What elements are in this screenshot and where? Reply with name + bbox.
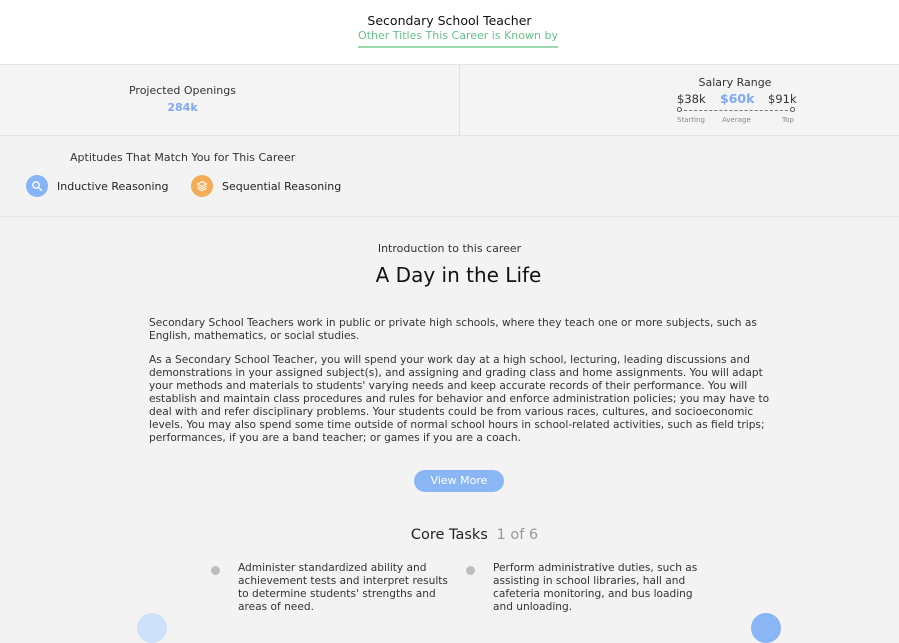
- view-more-button[interactable]: View More: [414, 470, 504, 492]
- salary-top-value: $91k: [768, 92, 797, 106]
- layers-icon: [191, 175, 213, 197]
- next-task-button[interactable]: [751, 613, 781, 643]
- projected-openings-label: Projected Openings: [128, 84, 236, 97]
- aptitudes-section: [0, 137, 899, 217]
- task-item: Administer standardized ability and achievement tests and interpret results to determine students' strengths and areas of need.: [238, 562, 448, 613]
- salary-tick-average: Average: [722, 116, 751, 124]
- aptitudes-heading: Aptitudes That Match You for This Career: [70, 151, 296, 164]
- intro-eyebrow: Introduction to this career: [377, 242, 522, 255]
- salary-starting-value: $38k: [677, 92, 706, 106]
- salary-average-value: $60k: [720, 91, 755, 106]
- intro-title: A Day in the Life: [375, 263, 542, 287]
- salary-range-start-dot: [677, 107, 682, 112]
- intro-paragraph: As a Secondary School Teacher, you will spend your work day at a high school, lecturing, leading discussions and demonstrations in your assigned subject(s), and assigning and grading class and home assignments. You will adapt your methods and materials to students' varying needs and keep accurate records of their performance. You will establish and maintain class procedures and rules for behavior and enforce administration policies; you may have to deal with and refer disciplinary problems. Your students could be from various races, cultures, and socioeconomic levels. You may also spend some time outside of normal school hours in school-related activities, such as field trips; performances, if you are a band teacher; or games if you are a coach.: [149, 354, 770, 444]
- projected-openings-value: 284k: [167, 101, 198, 114]
- search-icon: [26, 175, 48, 197]
- stats-divider: [459, 65, 460, 137]
- salary-range-end-dot: [790, 107, 795, 112]
- career-header: [0, 0, 899, 64]
- previous-task-button[interactable]: [137, 613, 167, 643]
- core-tasks-title: Core Tasks: [410, 527, 488, 543]
- stats-bar: [0, 64, 899, 136]
- aptitude-sequential-reasoning[interactable]: [191, 175, 341, 197]
- task-bullet: [466, 566, 475, 575]
- aptitude-label: Inductive Reasoning: [57, 179, 169, 193]
- core-tasks-count: 1 of 6: [496, 527, 539, 543]
- aptitude-label: Sequential Reasoning: [222, 179, 342, 193]
- intro-section: [0, 218, 899, 618]
- salary-tick-top: Top: [782, 116, 794, 124]
- salary-tick-starting: Starting: [677, 116, 705, 124]
- career-title: Secondary School Teacher: [367, 13, 532, 28]
- task-item: Perform administrative duties, such as assisting in school libraries, hall and cafeteria monitoring, and bus loading and unloading.: [493, 562, 698, 613]
- salary-range-line: [679, 110, 793, 111]
- intro-paragraph: Secondary School Teachers work in public or private high schools, where they teach one or more subjects, such as English, mathematics, or social studies.: [149, 317, 757, 342]
- task-bullet: [211, 566, 220, 575]
- aptitude-inductive-reasoning[interactable]: [26, 175, 168, 197]
- salary-range-label: Salary Range: [698, 76, 772, 89]
- core-tasks-heading: [0, 527, 899, 543]
- other-titles-link[interactable]: Other Titles This Career is Known by: [358, 29, 558, 48]
